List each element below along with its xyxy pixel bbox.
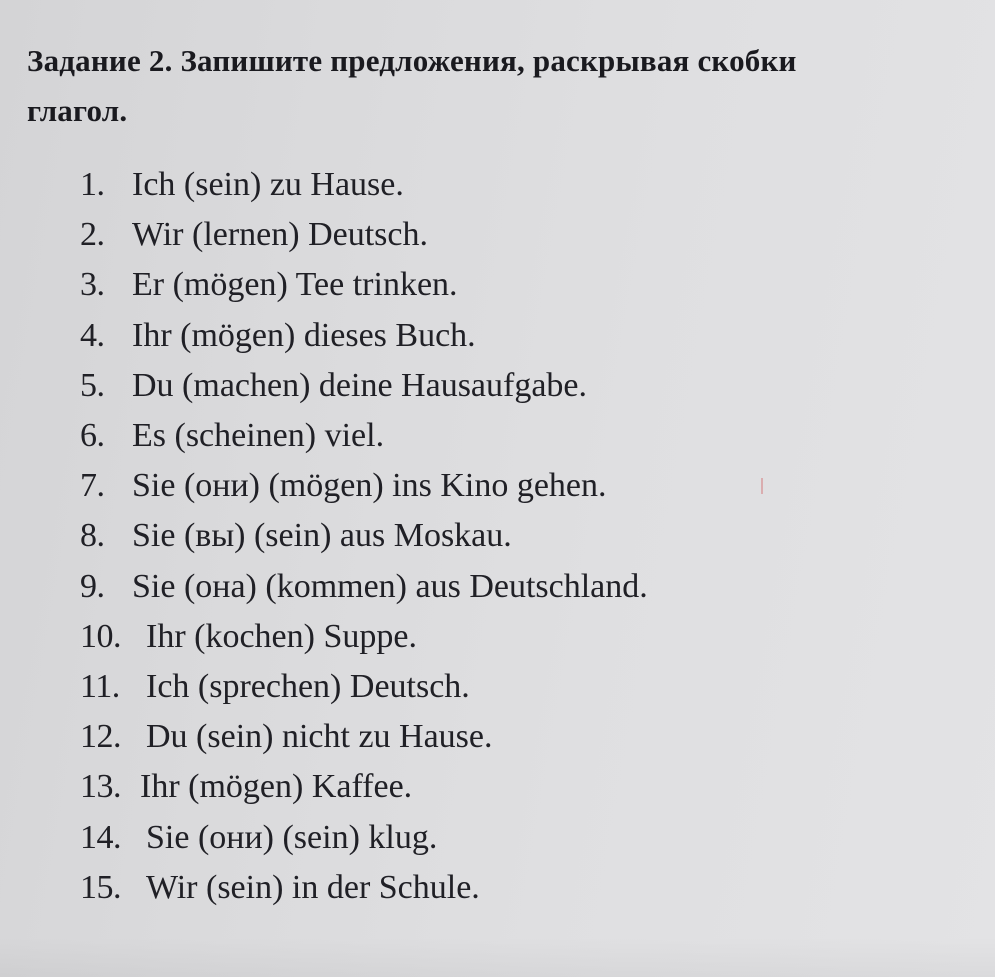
list-item — [80, 210, 648, 260]
item-text: Sie (она) (kommen) aus Deutschland. — [132, 567, 648, 605]
item-text: Wir (sein) in der Schule. — [146, 868, 480, 906]
item-number: 11. — [80, 668, 120, 706]
task-heading — [27, 36, 995, 136]
list-item — [80, 762, 648, 812]
list-item — [80, 662, 648, 712]
list-item — [80, 712, 648, 762]
task-heading-line-1: Задание 2. Запишите предложения, раскрывая скобки — [27, 43, 797, 78]
item-number: 14. — [80, 818, 121, 856]
item-text: Ihr (mögen) dieses Buch. — [132, 316, 476, 354]
list-item — [80, 562, 648, 612]
item-text: Ich (sprechen) Deutsch. — [146, 668, 470, 706]
item-text: Sie (вы) (sein) aus Moskau. — [132, 517, 512, 555]
item-number: 2. — [80, 216, 105, 254]
item-text: Es (scheinen) viel. — [132, 417, 385, 455]
pen-mark — [761, 478, 763, 494]
list-item — [80, 260, 648, 310]
paper-shadow — [0, 937, 995, 977]
item-number: 1. — [80, 166, 105, 203]
list-item — [80, 813, 648, 863]
item-number: 12. — [80, 718, 121, 756]
item-number: 4. — [80, 316, 105, 354]
item-text: Sie (они) (sein) klug. — [146, 818, 438, 856]
item-text: Ich (sein) zu Hause. — [132, 166, 404, 203]
item-number: 7. — [80, 467, 105, 505]
item-number: 8. — [80, 517, 105, 555]
exercise-list — [80, 160, 648, 913]
list-item — [80, 612, 648, 662]
item-text: Du (sein) nicht zu Hause. — [146, 718, 493, 756]
item-number: 10. — [80, 617, 121, 655]
item-text: Du (machen) deine Hausaufgabe. — [132, 366, 588, 404]
item-text: Er (mögen) Tee trinken. — [132, 266, 458, 304]
item-number: 15. — [80, 868, 121, 906]
item-text: Wir (lernen) Deutsch. — [132, 216, 429, 254]
task-heading-line-2: глагол. — [27, 93, 128, 128]
item-number: 13. — [80, 768, 121, 806]
item-number: 5. — [80, 366, 105, 404]
item-number: 3. — [80, 266, 105, 304]
list-item — [80, 511, 648, 561]
item-number: 9. — [80, 567, 105, 605]
item-text: Ihr (kochen) Suppe. — [146, 617, 417, 655]
list-item — [80, 411, 648, 461]
list-item — [80, 160, 648, 210]
item-text: Sie (они) (mögen) ins Kino gehen. — [132, 467, 607, 505]
list-item — [80, 311, 648, 361]
list-item — [80, 361, 648, 411]
list-item — [80, 461, 648, 511]
item-text: Ihr (mögen) Kaffee. — [140, 768, 413, 806]
list-item — [80, 863, 648, 913]
item-number: 6. — [80, 417, 105, 455]
